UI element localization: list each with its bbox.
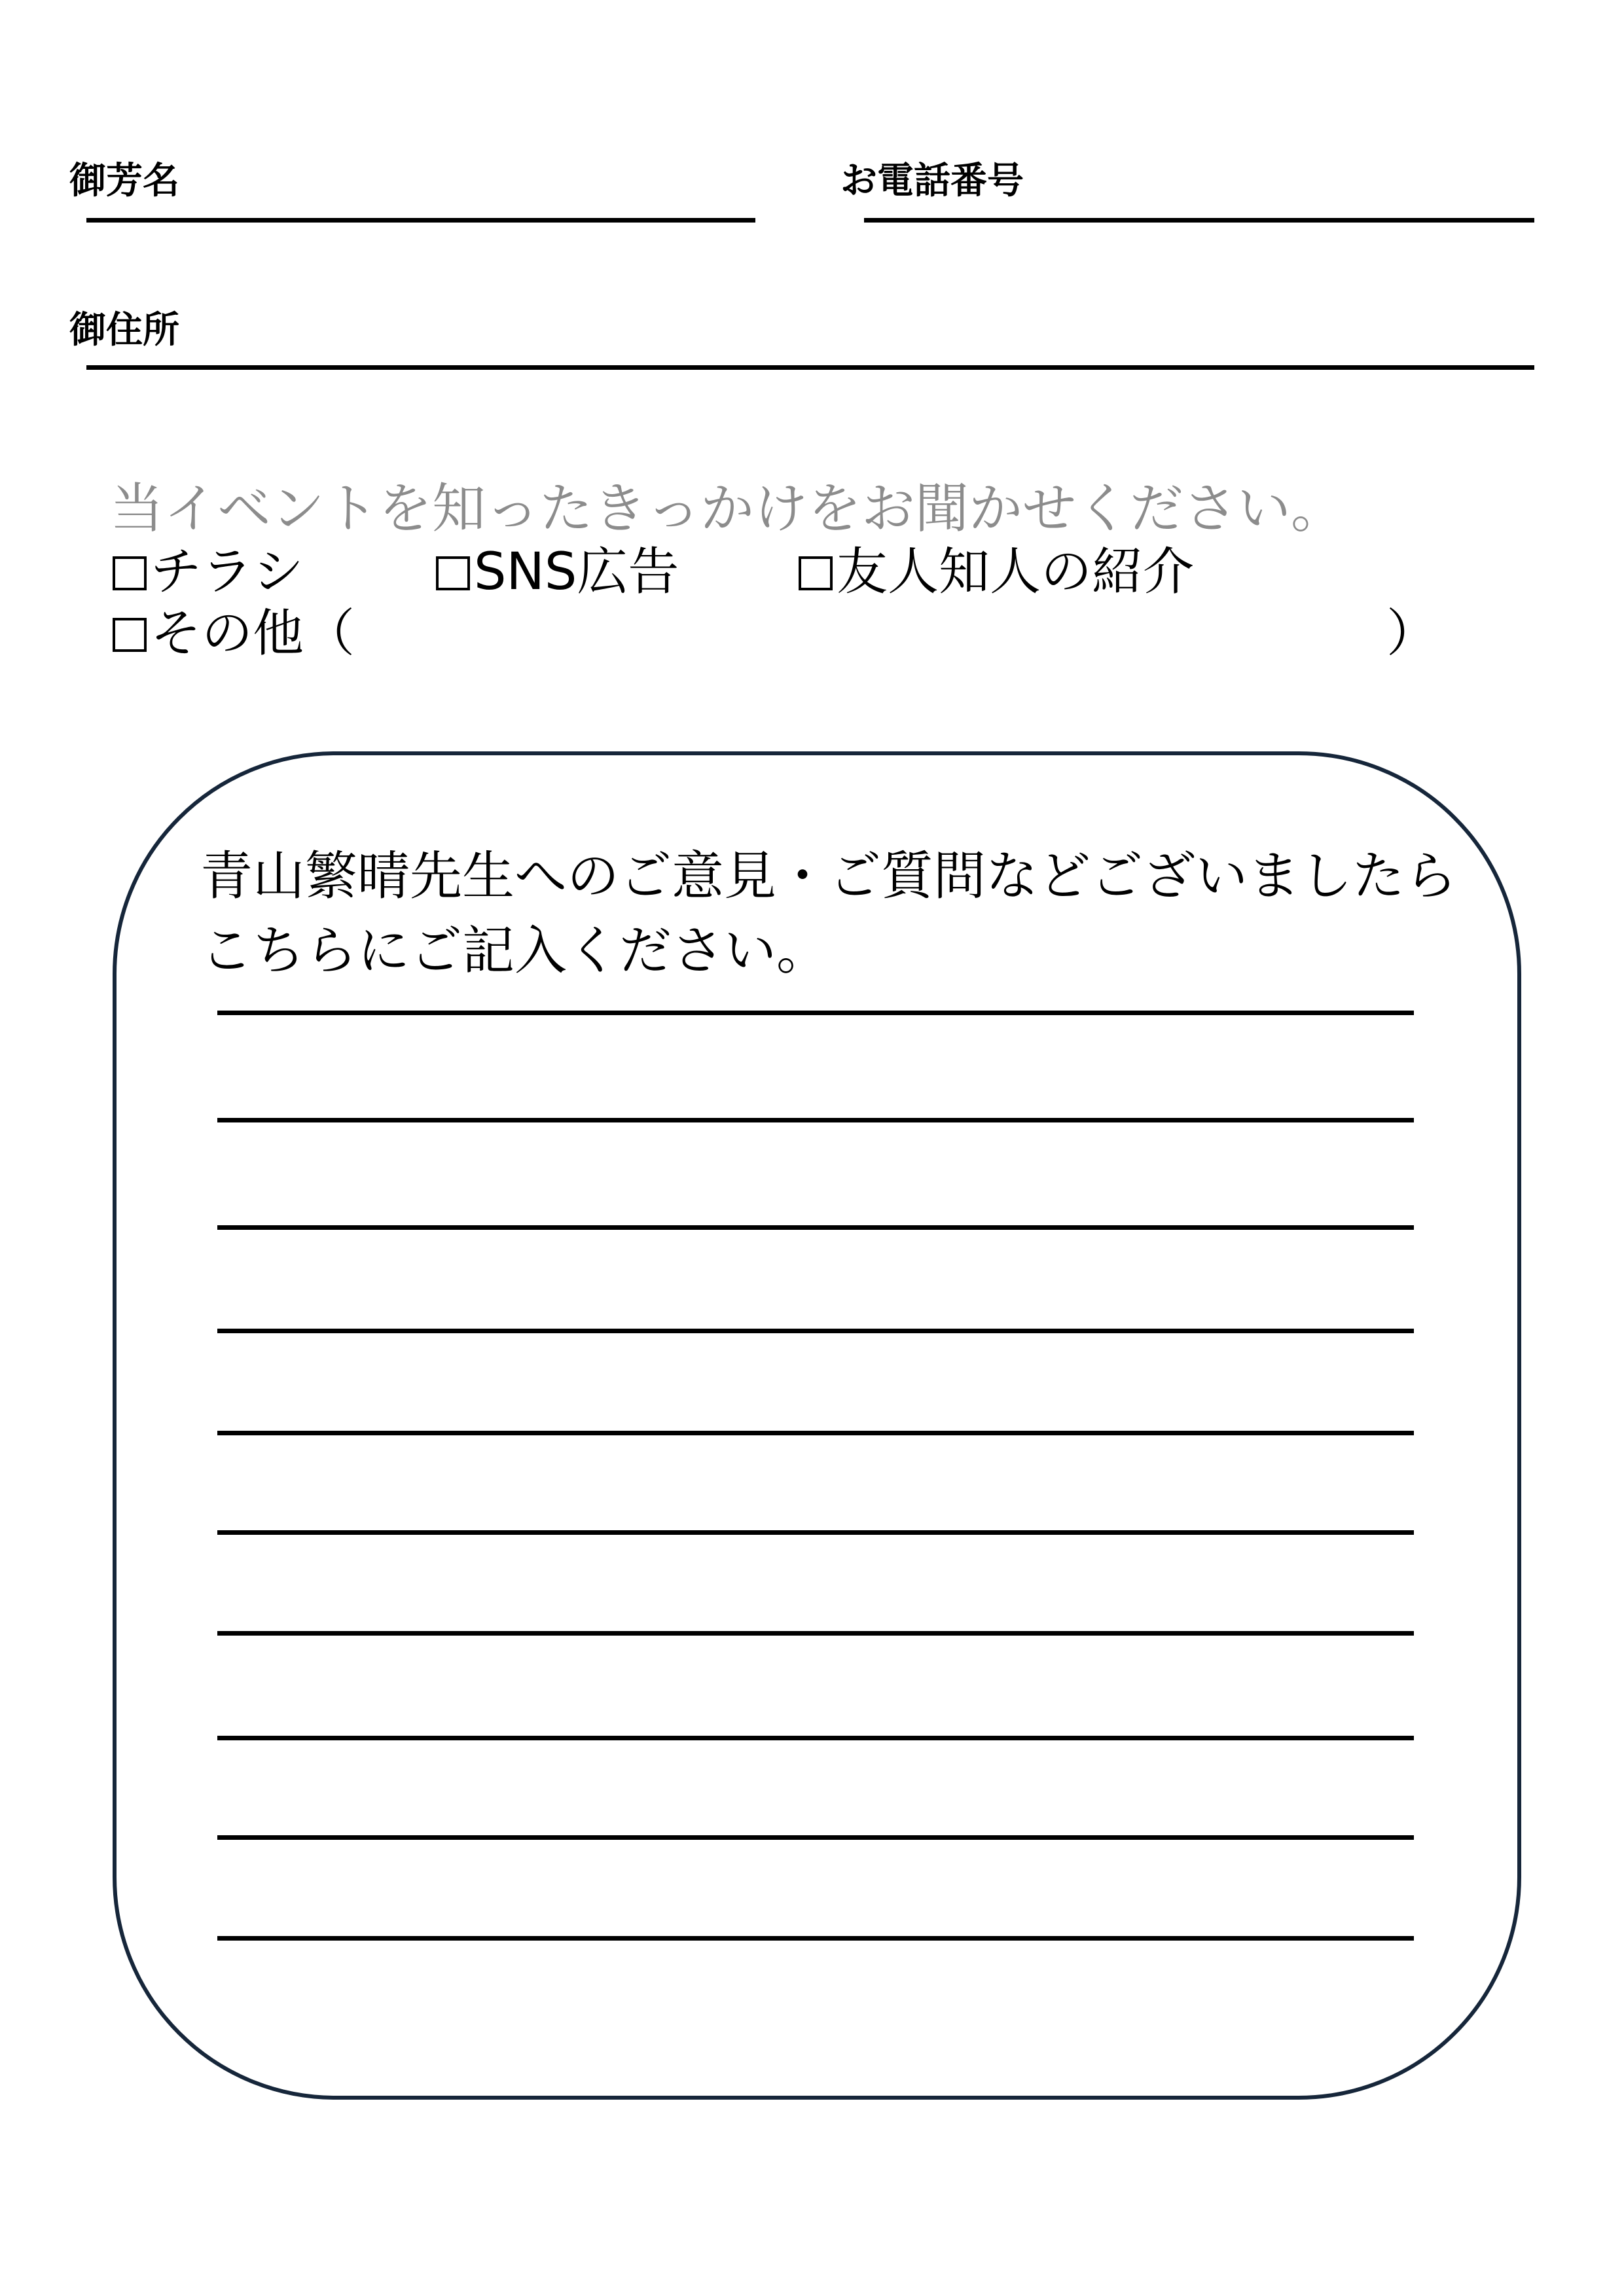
comment-prompt — [200, 839, 1457, 988]
address-label: 御住所 — [69, 309, 179, 351]
option-other-label: その他（ — [151, 604, 355, 663]
phone-label: お電話番号 — [840, 160, 1024, 202]
comment-line[interactable] — [217, 1225, 1414, 1230]
option-other[interactable] — [113, 602, 355, 665]
option-flyer[interactable] — [113, 541, 304, 603]
checkbox-sns[interactable] — [436, 556, 470, 590]
address-field-line[interactable] — [86, 365, 1534, 370]
option-friend[interactable] — [799, 541, 1194, 603]
option-other-close-paren: ） — [1386, 604, 1438, 663]
option-sns-label: SNS広告 — [474, 543, 679, 601]
comment-line[interactable] — [217, 1329, 1414, 1333]
checkbox-friend[interactable] — [799, 556, 833, 590]
survey-question: 当イベントを知ったきっかけをお聞かせください。 — [110, 478, 1345, 540]
comment-line[interactable] — [217, 1736, 1414, 1740]
comment-prompt-line-1: 青山繁晴先生へのご意見・ご質問などございましたら — [200, 846, 1457, 906]
checkbox-flyer[interactable] — [113, 556, 147, 590]
option-friend-label: 友人知人の紹介 — [837, 543, 1195, 601]
checkbox-other[interactable] — [113, 618, 147, 652]
option-sns[interactable] — [436, 541, 679, 603]
comment-line[interactable] — [217, 1431, 1414, 1435]
comment-line[interactable] — [217, 1631, 1414, 1636]
name-label: 御芳名 — [69, 160, 179, 202]
comment-prompt-line-2: こちらにご記入ください。 — [200, 920, 829, 981]
comment-line[interactable] — [217, 1936, 1414, 1941]
comment-line[interactable] — [217, 1530, 1414, 1535]
phone-field-line[interactable] — [864, 218, 1534, 223]
option-flyer-label: チラシ — [151, 543, 304, 601]
comment-line[interactable] — [217, 1118, 1414, 1122]
name-field-line[interactable] — [86, 218, 755, 223]
comment-line[interactable] — [217, 1011, 1414, 1015]
comment-line[interactable] — [217, 1835, 1414, 1840]
